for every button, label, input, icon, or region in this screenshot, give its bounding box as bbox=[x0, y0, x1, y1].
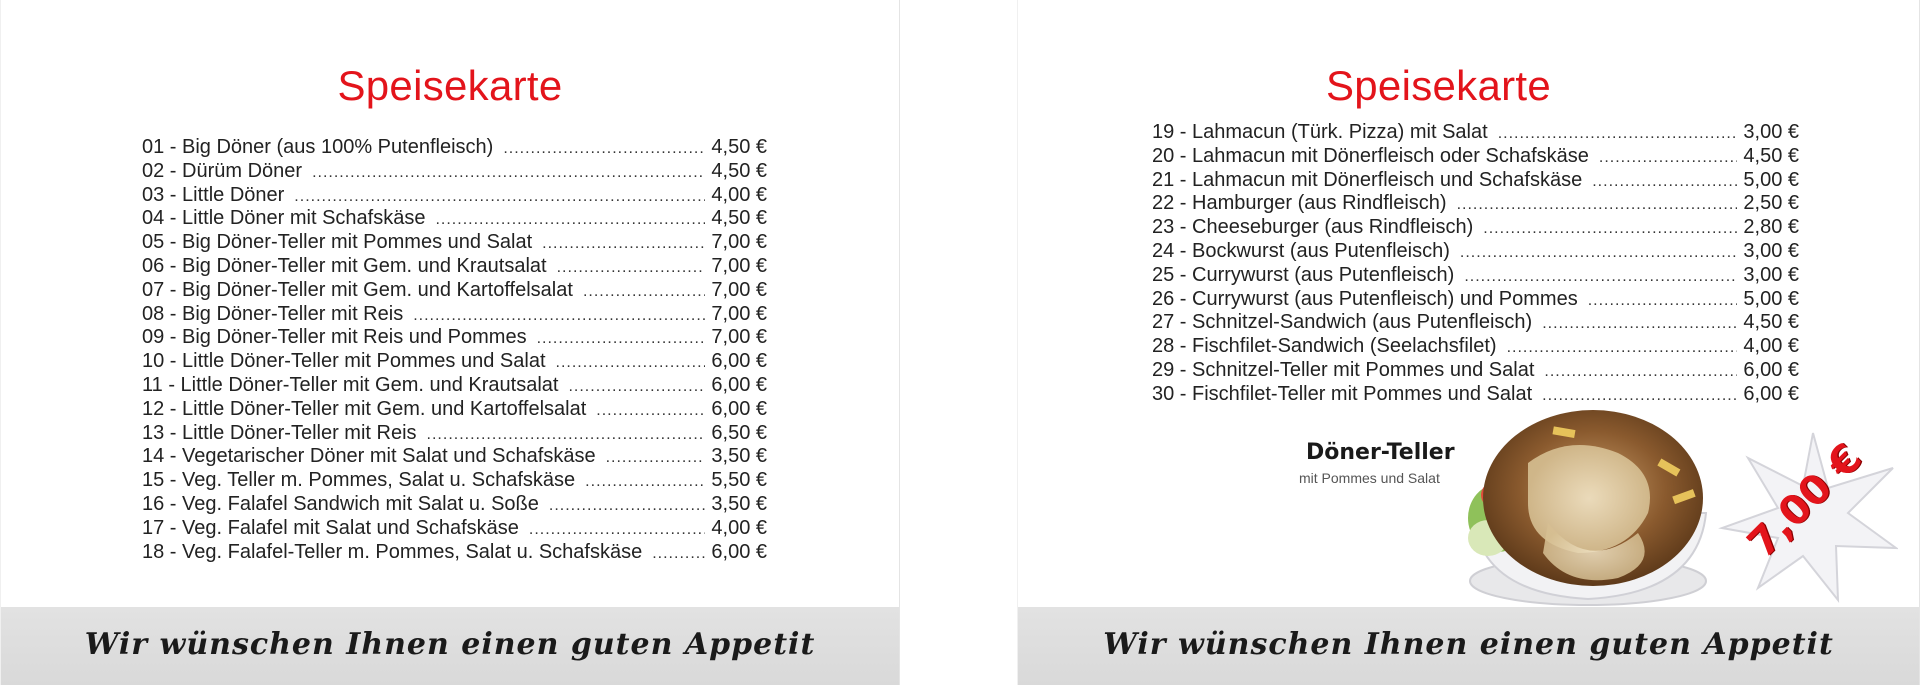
menu-item-price: 4,00 € bbox=[711, 516, 767, 539]
menu-item-name: 08 - Big Döner-Teller mit Reis bbox=[142, 302, 404, 325]
menu-item-name: 06 - Big Döner-Teller mit Gem. und Krautsalat bbox=[142, 254, 547, 277]
menu-item-name: 05 - Big Döner-Teller mit Pommes und Salat bbox=[142, 231, 533, 254]
menu-item-name: 12 - Little Döner-Teller mit Gem. und Kartoffelsalat bbox=[142, 397, 587, 420]
menu-item-price: 4,00 € bbox=[711, 183, 767, 206]
menu-item bbox=[142, 207, 767, 231]
footer-text: Wir wünschen Ihnen einen guten Appetit bbox=[1103, 627, 1834, 662]
page-title: Speisekarte bbox=[337, 62, 563, 109]
dot-leader bbox=[556, 354, 706, 372]
dot-leader bbox=[1457, 196, 1738, 214]
menu-item-name: 20 - Lahmacun mit Dönerfleisch oder Schafskäse bbox=[1152, 144, 1589, 167]
menu-item-price: 4,50 € bbox=[1743, 144, 1799, 167]
dot-leader bbox=[413, 307, 705, 325]
menu-item bbox=[142, 160, 767, 184]
menu-item-price: 4,50 € bbox=[711, 207, 767, 230]
menu-item-name: 10 - Little Döner-Teller mit Pommes und Salat bbox=[142, 350, 546, 373]
menu-item-price: 2,50 € bbox=[1743, 192, 1799, 215]
menu-item bbox=[1152, 240, 1799, 264]
dot-leader bbox=[1588, 292, 1738, 310]
menu-item-name: 25 - Currywurst (aus Putenfleisch) bbox=[1152, 263, 1455, 286]
menu-item-name: 26 - Currywurst (aus Putenfleisch) und Pommes bbox=[1152, 287, 1578, 310]
dot-leader bbox=[557, 259, 706, 277]
menu-item-name: 07 - Big Döner-Teller mit Gem. und Kartoffelsalat bbox=[142, 278, 573, 301]
menu-item-price: 7,00 € bbox=[711, 278, 767, 301]
menu-item bbox=[142, 136, 767, 160]
menu-item-name: 17 - Veg. Falafel mit Salat und Schafskäse bbox=[142, 516, 519, 539]
footer-banner bbox=[1018, 607, 1919, 685]
menu-item-price: 6,00 € bbox=[1743, 382, 1799, 405]
menu-item-name: 22 - Hamburger (aus Rindfleisch) bbox=[1152, 192, 1447, 215]
menu-item-price: 4,00 € bbox=[1743, 335, 1799, 358]
page-title: Speisekarte bbox=[1325, 62, 1552, 109]
menu-item-price: 3,50 € bbox=[711, 492, 767, 515]
menu-item bbox=[1152, 288, 1799, 312]
menu-item bbox=[1152, 121, 1799, 145]
menu-item-price: 3,00 € bbox=[1743, 239, 1799, 262]
dot-leader bbox=[542, 235, 705, 253]
menu-item-name: 23 - Cheeseburger (aus Rindfleisch) bbox=[1152, 216, 1474, 239]
dot-leader bbox=[294, 188, 705, 206]
dot-leader bbox=[1544, 363, 1737, 381]
menu-item bbox=[142, 422, 767, 446]
menu-item-name: 03 - Little Döner bbox=[142, 183, 285, 206]
menu-item-name: 09 - Big Döner-Teller mit Reis und Pommes bbox=[142, 326, 527, 349]
menu-item-name: 18 - Veg. Falafel-Teller m. Pommes, Salat u. Schafskäse bbox=[142, 540, 643, 563]
menu-item bbox=[142, 493, 767, 517]
doner-plate-image bbox=[1458, 403, 1738, 613]
dot-leader bbox=[529, 521, 706, 539]
menu-item bbox=[1152, 192, 1799, 216]
menu-list bbox=[1152, 121, 1799, 407]
menu-item bbox=[142, 445, 767, 469]
menu-item bbox=[142, 255, 767, 279]
menu-item bbox=[1152, 335, 1799, 359]
menu-item bbox=[142, 231, 767, 255]
menu-item-price: 5,00 € bbox=[1743, 168, 1799, 191]
menu-item bbox=[1152, 264, 1799, 288]
menu-item bbox=[1152, 169, 1799, 193]
promo-subtitle: mit Pommes und Salat bbox=[1299, 470, 1440, 486]
menu-item-name: 29 - Schnitzel-Teller mit Pommes und Salat bbox=[1152, 358, 1535, 381]
menu-item-price: 5,00 € bbox=[1743, 287, 1799, 310]
dot-leader bbox=[652, 545, 705, 563]
footer-banner bbox=[1, 607, 899, 685]
menu-item-price: 6,50 € bbox=[711, 421, 767, 444]
dot-leader bbox=[1460, 244, 1737, 262]
menu-page-left bbox=[0, 0, 900, 685]
menu-item-price: 7,00 € bbox=[711, 231, 767, 254]
dot-leader bbox=[1592, 173, 1737, 191]
menu-item-name: 27 - Schnitzel-Sandwich (aus Putenfleisch) bbox=[1152, 311, 1533, 334]
dot-leader bbox=[427, 426, 706, 444]
dot-leader bbox=[1542, 315, 1737, 333]
menu-item-name: 15 - Veg. Teller m. Pommes, Salat u. Schafskäse bbox=[142, 469, 576, 492]
menu-item bbox=[142, 279, 767, 303]
dot-leader bbox=[1483, 220, 1737, 238]
menu-item bbox=[142, 303, 767, 327]
menu-item-price: 3,50 € bbox=[711, 445, 767, 468]
dot-leader bbox=[503, 140, 705, 158]
menu-item bbox=[142, 326, 767, 350]
menu-item-name: 11 - Little Döner-Teller mit Gem. und Krautsalat bbox=[142, 373, 559, 396]
menu-item-name: 19 - Lahmacun (Türk. Pizza) mit Salat bbox=[1152, 121, 1488, 143]
menu-item bbox=[1152, 216, 1799, 240]
dot-leader bbox=[568, 378, 705, 396]
dot-leader bbox=[1507, 339, 1738, 357]
menu-item-name: 21 - Lahmacun mit Dönerfleisch und Schafskäse bbox=[1152, 168, 1583, 191]
promo-price: 7,00 € bbox=[1739, 435, 1871, 567]
dot-leader bbox=[537, 330, 706, 348]
menu-item-name: 04 - Little Döner mit Schafskäse bbox=[142, 207, 426, 230]
dot-leader bbox=[585, 473, 705, 491]
menu-item-name: 30 - Fischfilet-Teller mit Pommes und Salat bbox=[1152, 382, 1533, 405]
menu-item bbox=[142, 374, 767, 398]
menu-item bbox=[142, 350, 767, 374]
menu-item-name: 24 - Bockwurst (aus Putenfleisch) bbox=[1152, 239, 1450, 262]
footer-text: Wir wünschen Ihnen einen guten Appetit bbox=[84, 627, 816, 662]
menu-item bbox=[1152, 145, 1799, 169]
menu-item-price: 3,00 € bbox=[1743, 263, 1799, 286]
dot-leader bbox=[583, 283, 705, 301]
dot-leader bbox=[596, 402, 705, 420]
menu-item-price: 6,00 € bbox=[711, 373, 767, 396]
menu-item-price: 5,50 € bbox=[711, 469, 767, 492]
menu-item bbox=[142, 184, 767, 208]
promo-title: Döner-Teller bbox=[1306, 440, 1455, 465]
dot-leader bbox=[1498, 125, 1738, 143]
menu-item-price: 6,00 € bbox=[711, 397, 767, 420]
dot-leader bbox=[606, 449, 706, 467]
menu-item-price: 3,00 € bbox=[1743, 121, 1799, 143]
menu-item-price: 4,50 € bbox=[711, 136, 767, 158]
menu-item-name: 01 - Big Döner (aus 100% Putenfleisch) bbox=[142, 136, 494, 158]
menu-item-price: 7,00 € bbox=[711, 302, 767, 325]
menu-item-name: 02 - Dürüm Döner bbox=[142, 159, 303, 182]
menu-item bbox=[142, 541, 767, 565]
menu-item bbox=[1152, 311, 1799, 335]
menu-item bbox=[142, 517, 767, 541]
menu-item-name: 14 - Vegetarischer Döner mit Salat und Schafskäse bbox=[142, 445, 596, 468]
menu-item-name: 16 - Veg. Falafel Sandwich mit Salat u. Soße bbox=[142, 492, 539, 515]
menu-item-price: 2,80 € bbox=[1743, 216, 1799, 239]
menu-item-price: 6,00 € bbox=[711, 540, 767, 563]
menu-item-price: 6,00 € bbox=[711, 350, 767, 373]
menu-item-name: 28 - Fischfilet-Sandwich (Seelachsfilet) bbox=[1152, 335, 1497, 358]
menu-page-right bbox=[1017, 0, 1920, 685]
dot-leader bbox=[312, 164, 705, 182]
menu-item-price: 4,50 € bbox=[1743, 311, 1799, 334]
menu-item bbox=[1152, 359, 1799, 383]
dot-leader bbox=[435, 211, 705, 229]
menu-item bbox=[142, 469, 767, 493]
menu-list bbox=[142, 136, 767, 564]
menu-item-price: 7,00 € bbox=[711, 254, 767, 277]
dot-leader bbox=[1464, 268, 1737, 286]
menu-item-name: 13 - Little Döner-Teller mit Reis bbox=[142, 421, 417, 444]
menu-item-price: 7,00 € bbox=[711, 326, 767, 349]
dot-leader bbox=[549, 497, 706, 515]
menu-item-price: 6,00 € bbox=[1743, 358, 1799, 381]
dot-leader bbox=[1599, 149, 1738, 167]
menu-item-price: 4,50 € bbox=[711, 159, 767, 182]
menu-item bbox=[142, 398, 767, 422]
